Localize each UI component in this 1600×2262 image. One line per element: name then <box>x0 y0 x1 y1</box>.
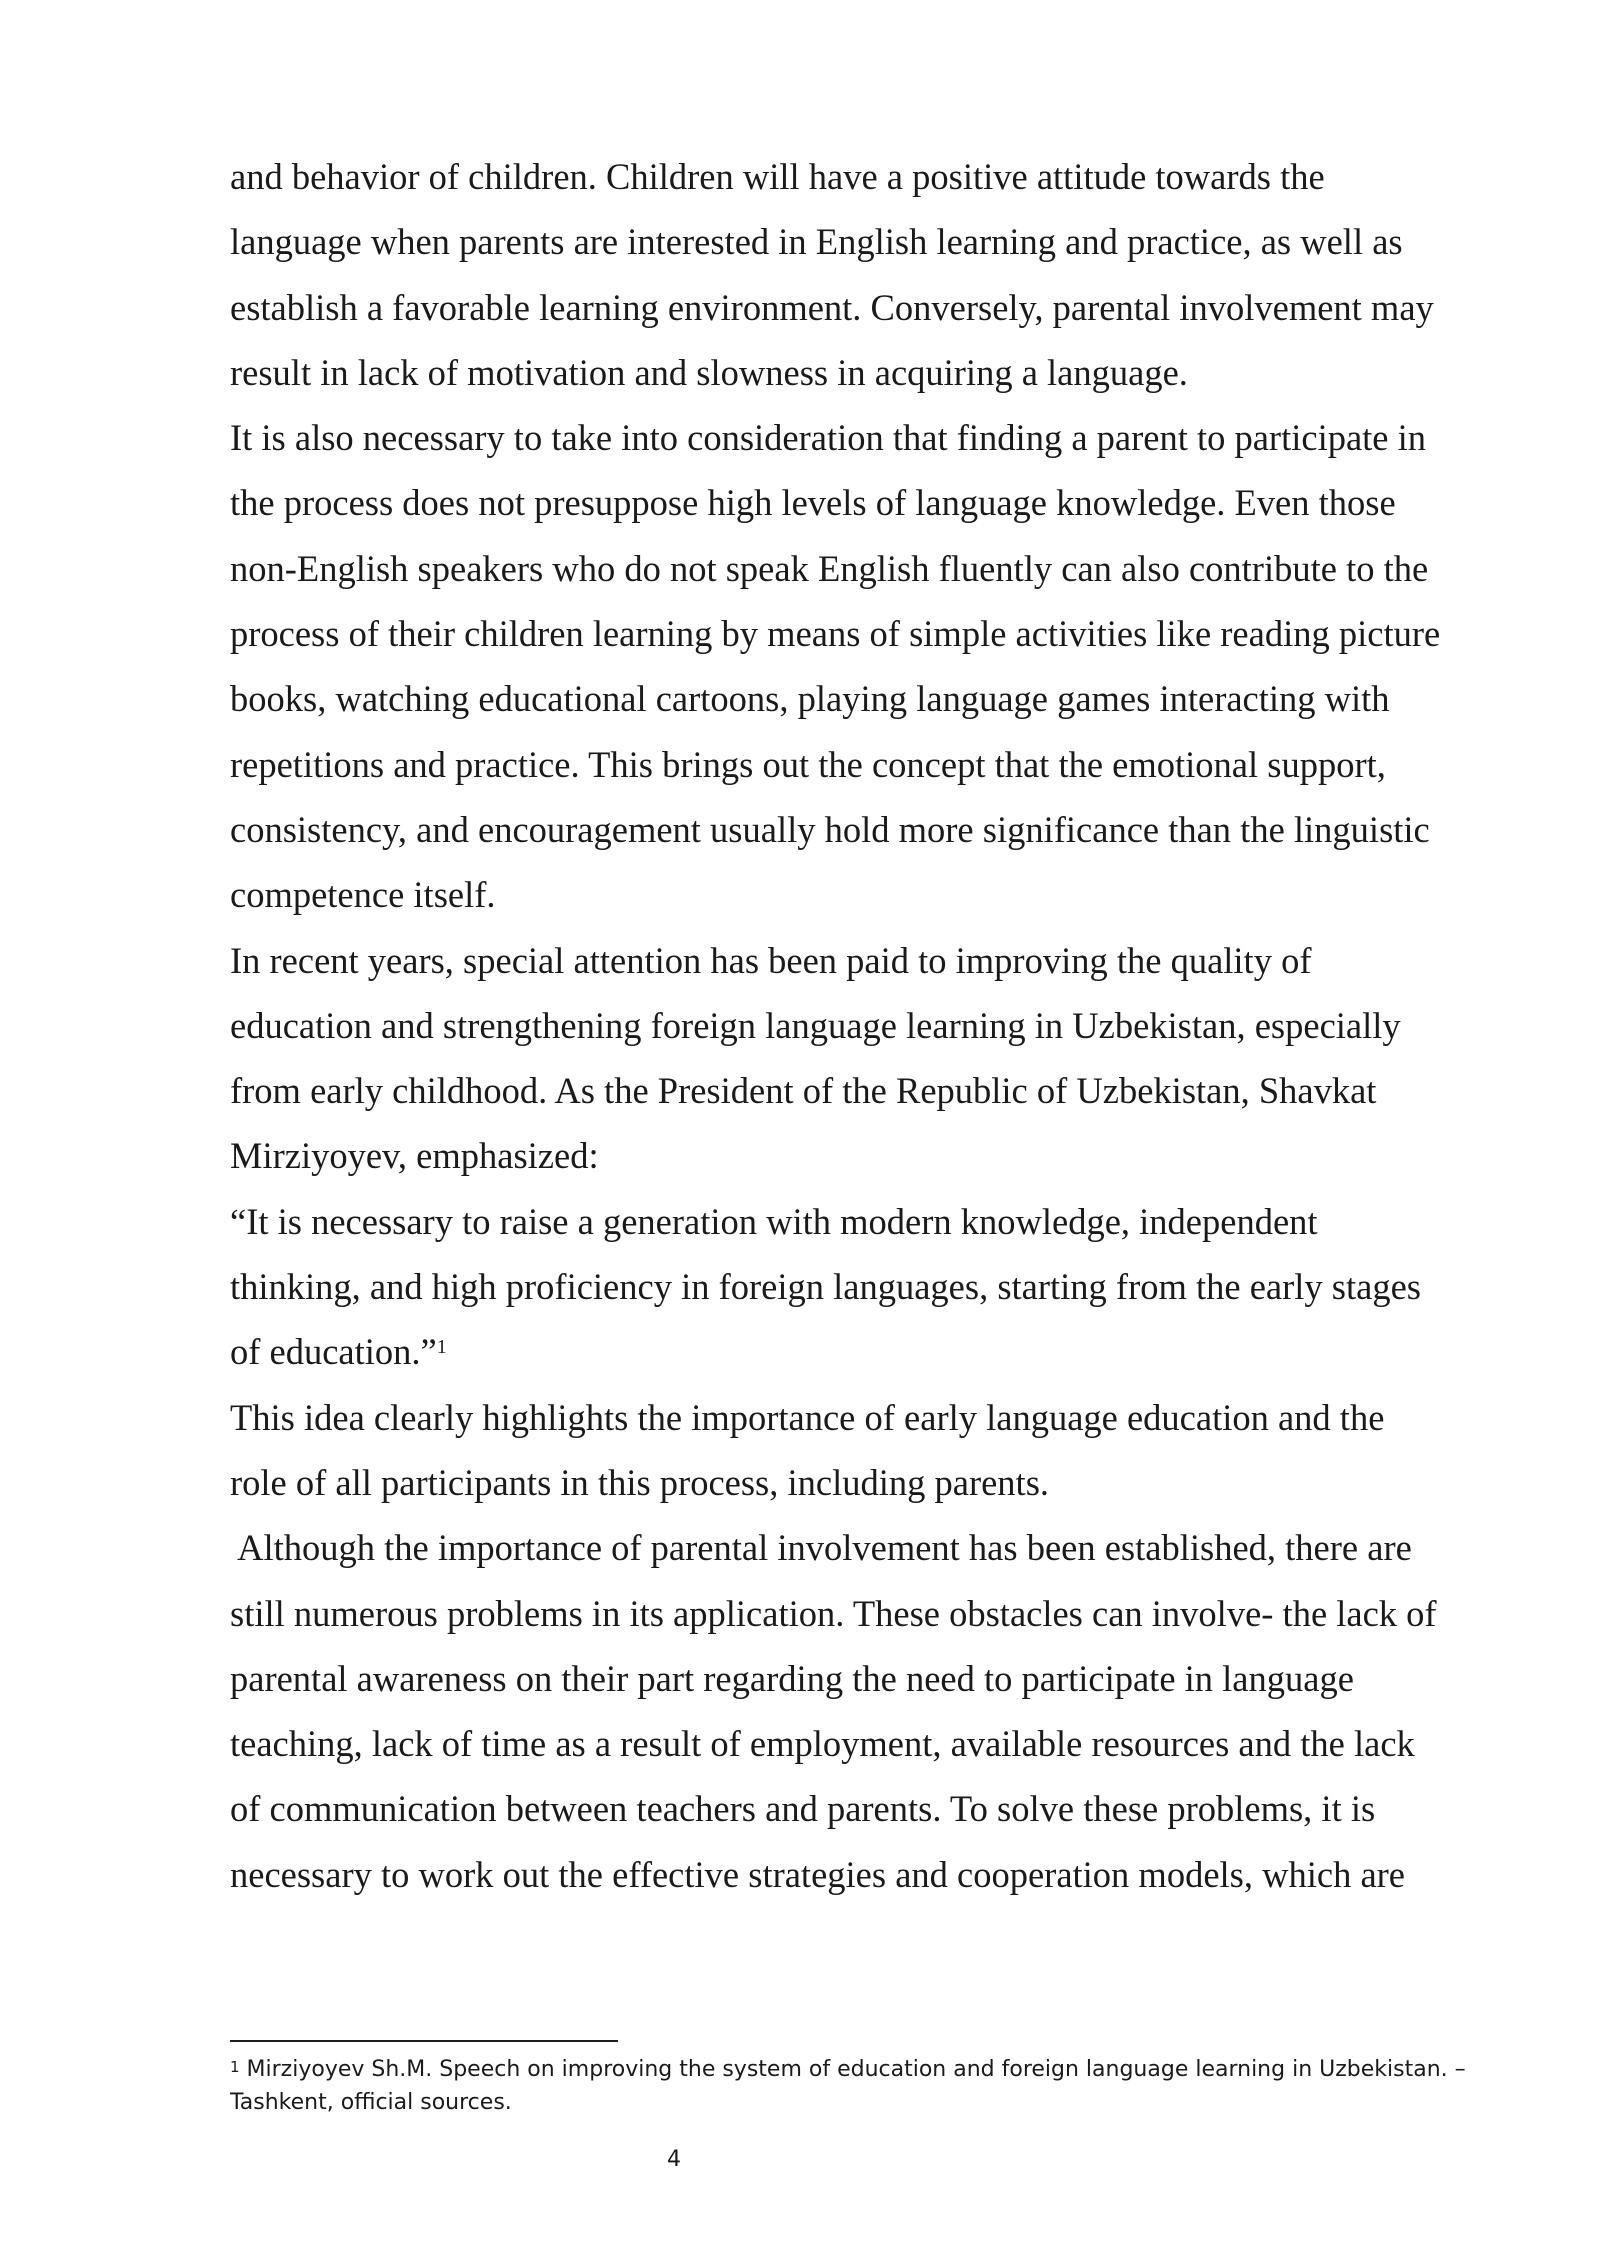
text-line: education and strengthening foreign language learning in Uzbekistan, especially <box>230 1004 1401 1046</box>
text-line: In recent years, special attention has been paid to improving the quality of <box>230 939 1312 981</box>
quote-line: “It is necessary to raise a generation with modern knowledge, independent <box>230 1200 1318 1242</box>
text-line: consistency, and encouragement usually hold more significance than the linguistic <box>230 808 1430 850</box>
footnote-separator <box>230 2040 618 2042</box>
text-line: role of all participants in this process, including parents. <box>230 1461 1050 1503</box>
text-line: teaching, lack of time as a result of employment, available resources and the lack <box>230 1723 1415 1765</box>
quote-line: thinking, and high proficiency in foreign languages, starting from the early stages <box>230 1266 1421 1308</box>
text-line: necessary to work out the effective strategies and cooperation models, which are <box>230 1853 1406 1895</box>
text-line: Although the importance of parental involvement has been established, there are <box>230 1527 1412 1569</box>
footnote-text: Mirziyoyev Sh.M. Speech on improving the system of education and foreign language learning in Uzbekistan. – <box>239 2057 1466 2082</box>
text-line: This idea clearly highlights the importance of early language education and the <box>230 1396 1385 1438</box>
text-line: the process does not presuppose high levels of language knowledge. Even those <box>230 482 1396 524</box>
text-line: of communication between teachers and parents. To solve these problems, it is <box>230 1788 1376 1830</box>
text-line: competence itself. <box>230 874 496 916</box>
text-line: It is also necessary to take into consideration that finding a parent to participate in <box>230 417 1427 459</box>
text-line: non-English speakers who do not speak English fluently can also contribute to the <box>230 547 1429 589</box>
footnote-line: Tashkent, official sources. <box>230 2090 512 2115</box>
text-line: parental awareness on their part regarding the need to participate in language <box>230 1657 1354 1699</box>
text-line: establish a favorable learning environment. Conversely, parental involvement may <box>230 286 1434 328</box>
footnote-line <box>230 2053 1490 2086</box>
footnote <box>230 2053 1490 2119</box>
text-line: repetitions and practice. This brings out the concept that the emotional support, <box>230 743 1386 785</box>
text-line: Mirziyoyev, emphasized: <box>230 1135 599 1177</box>
text-line: result in lack of motivation and slowness in acquiring a language. <box>230 351 1188 393</box>
body-text <box>230 144 1500 1907</box>
text-line: from early childhood. As the President of the Republic of Uzbekistan, Shavkat <box>230 1070 1377 1112</box>
text-line: and behavior of children. Children will have a positive attitude towards the <box>230 156 1325 197</box>
text-line: language when parents are interested in English learning and practice, as well as <box>230 221 1403 263</box>
quote-line <box>230 1319 1500 1384</box>
quote-end-text: of education.” <box>230 1331 437 1373</box>
text-line: books, watching educational cartoons, playing language games interacting with <box>230 678 1390 720</box>
footnote-mark: 1 <box>230 2058 240 2076</box>
footnote-reference[interactable]: 1 <box>436 1336 447 1359</box>
text-line: still numerous problems in its application. These obstacles can involve- the lack of <box>230 1592 1437 1634</box>
page-number: 4 <box>667 2147 681 2172</box>
text-line: process of their children learning by means of simple activities like reading picture <box>230 613 1441 655</box>
